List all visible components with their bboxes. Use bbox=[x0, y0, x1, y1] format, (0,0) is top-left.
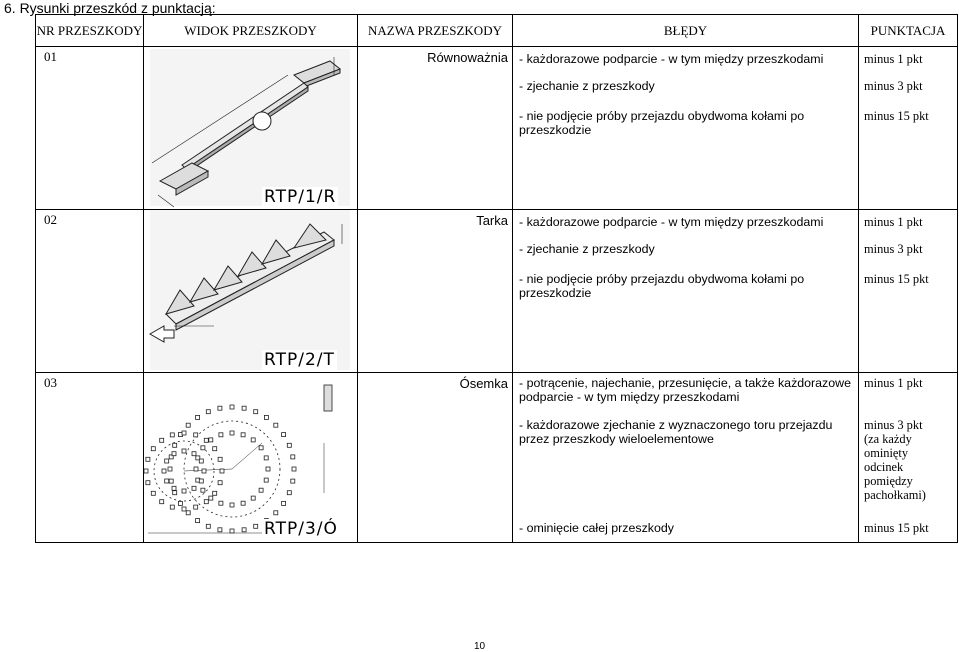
cone-marker bbox=[206, 524, 210, 528]
cone-marker bbox=[201, 488, 205, 492]
cone-marker bbox=[266, 467, 270, 471]
points-item: minus 15 pkt bbox=[864, 272, 929, 286]
cone-marker bbox=[173, 443, 177, 447]
cone-marker bbox=[182, 489, 186, 493]
cone-marker bbox=[192, 452, 196, 456]
cone-marker bbox=[259, 488, 263, 492]
cone-marker bbox=[219, 501, 223, 505]
cone-marker bbox=[259, 446, 263, 450]
points-cell bbox=[859, 373, 958, 543]
obstacle-code-label: RTP/2/T bbox=[264, 350, 335, 370]
cone-marker bbox=[251, 496, 255, 500]
cone-marker bbox=[204, 438, 208, 442]
obstacle-name: Równoważnia bbox=[358, 47, 513, 210]
cone-marker bbox=[151, 447, 155, 451]
cone-marker bbox=[287, 491, 291, 495]
cone-marker bbox=[254, 524, 258, 528]
header-name: NAZWA PRZESZKODY bbox=[358, 15, 513, 47]
cone-marker bbox=[165, 479, 169, 483]
page-number: 10 bbox=[473, 641, 486, 652]
cone-marker bbox=[160, 500, 164, 504]
cone-marker bbox=[274, 423, 278, 427]
cone-marker bbox=[219, 433, 223, 437]
header-errors: BŁĘDY bbox=[513, 15, 859, 47]
cone-marker bbox=[170, 433, 174, 437]
error-item: - nie podjęcie próby przejazdu obydwoma kołami po przeszkodzie bbox=[519, 109, 805, 137]
cone-marker bbox=[220, 469, 224, 473]
errors-cell bbox=[513, 47, 859, 210]
cone-marker bbox=[274, 511, 278, 515]
error-item: - każdorazowe podparcie - w tym między przeszkodami bbox=[519, 215, 824, 229]
cone-marker bbox=[218, 406, 222, 410]
cone-marker bbox=[186, 511, 190, 515]
balance-beam-drawing bbox=[144, 47, 358, 210]
table-row bbox=[36, 47, 958, 210]
cone-marker bbox=[230, 529, 234, 533]
cone-marker bbox=[170, 505, 174, 509]
obstacle-code-label: RTP/3/Ó bbox=[264, 519, 338, 539]
section-heading: 6. Rysunki przeszkód z punktacją: bbox=[4, 0, 216, 16]
cone-marker bbox=[264, 456, 268, 460]
cone-marker bbox=[213, 491, 217, 495]
cone-marker bbox=[144, 469, 148, 473]
cone-marker bbox=[186, 423, 190, 427]
error-item: - potrącenie, najechanie, przesunięcie, a także każdorazowe podparcie - w tym między przeszkodami bbox=[519, 376, 851, 404]
obstacle-view bbox=[144, 373, 358, 543]
errors-cell bbox=[513, 373, 859, 543]
points-item: minus 15 pkt bbox=[864, 521, 929, 535]
cone-marker bbox=[162, 469, 166, 473]
cone-marker bbox=[292, 467, 296, 471]
obstacle-view bbox=[144, 210, 358, 373]
points-item: minus 15 pkt bbox=[864, 109, 929, 123]
obstacle-code-label: RTP/1/R bbox=[264, 187, 337, 207]
error-item: - nie podjęcie próby przejazdu obydwoma kołami po przeszkodzie bbox=[519, 272, 805, 300]
cone-marker bbox=[192, 486, 196, 490]
cone-marker bbox=[196, 415, 200, 419]
row-nr: 03 bbox=[36, 373, 144, 543]
header-points: PUNKTACJA bbox=[859, 15, 958, 47]
cone-marker bbox=[209, 496, 213, 500]
cone-marker bbox=[241, 501, 245, 505]
cone-marker bbox=[218, 528, 222, 532]
cone-marker bbox=[194, 467, 198, 471]
cone-marker bbox=[291, 479, 295, 483]
cone-marker bbox=[251, 438, 255, 442]
cone-marker bbox=[206, 410, 210, 414]
error-item: - zjechanie z przeszkody bbox=[519, 242, 655, 256]
error-item: - każdorazowe zjechanie z wyznaczonego toru przejazdu przez przeszkody wieloelementowe bbox=[519, 418, 833, 446]
cone-marker bbox=[146, 457, 150, 461]
cone-marker bbox=[194, 505, 198, 509]
cone-marker bbox=[182, 507, 186, 511]
points-cell bbox=[859, 47, 958, 210]
points-item: minus 1 pkt bbox=[864, 52, 923, 66]
cone-marker bbox=[291, 455, 295, 459]
cone-marker bbox=[218, 457, 222, 461]
row-nr: 01 bbox=[36, 47, 144, 210]
cone-marker bbox=[168, 467, 172, 471]
cone-marker bbox=[199, 479, 203, 483]
cone-marker bbox=[172, 486, 176, 490]
table-header-row bbox=[36, 15, 958, 47]
cone-marker bbox=[242, 406, 246, 410]
cone-marker bbox=[254, 410, 258, 414]
cone-marker bbox=[182, 449, 186, 453]
cone-marker bbox=[204, 500, 208, 504]
obstacle-name: Ósemka bbox=[358, 373, 513, 543]
cone-marker bbox=[230, 503, 234, 507]
error-item: - każdorazowe podparcie - w tym między przeszkodami bbox=[519, 52, 824, 66]
header-view: WIDOK PRZESZKODY bbox=[144, 15, 358, 47]
points-item: minus 1 pkt bbox=[864, 376, 923, 390]
cone-marker bbox=[201, 446, 205, 450]
error-item: - zjechanie z przeszkody bbox=[519, 79, 655, 93]
table-row bbox=[36, 373, 958, 543]
obstacle-view bbox=[144, 47, 358, 210]
table-row bbox=[36, 210, 958, 373]
cone-marker bbox=[282, 433, 286, 437]
cone-marker bbox=[173, 491, 177, 495]
cone-marker bbox=[264, 415, 268, 419]
obstacles-table bbox=[35, 14, 958, 543]
cone-marker bbox=[172, 452, 176, 456]
errors-cell bbox=[513, 210, 859, 373]
cone-marker bbox=[146, 481, 150, 485]
row-nr: 02 bbox=[36, 210, 144, 373]
points-item: minus 3 pkt bbox=[864, 79, 923, 93]
obstacle-name: Tarka bbox=[358, 210, 513, 373]
points-cell bbox=[859, 210, 958, 373]
header-nr: NR PRZESZKODY bbox=[36, 15, 144, 47]
cone-marker bbox=[178, 501, 182, 505]
cone-marker bbox=[199, 459, 203, 463]
cone-marker bbox=[209, 438, 213, 442]
cone-marker bbox=[169, 479, 173, 483]
ribbed-ramp-drawing bbox=[144, 210, 358, 373]
cone-marker bbox=[264, 478, 268, 482]
cone-marker bbox=[241, 433, 245, 437]
points-item: minus 3 pkt (za każdy ominięty odcinek pomiędzy pachołkami) bbox=[864, 418, 926, 502]
cone-marker bbox=[194, 433, 198, 437]
cone-marker bbox=[151, 491, 155, 495]
points-item: minus 3 pkt bbox=[864, 242, 923, 256]
cone-marker bbox=[230, 431, 234, 435]
points-item: minus 1 pkt bbox=[864, 215, 923, 229]
cone-marker bbox=[196, 519, 200, 523]
cone-marker bbox=[218, 481, 222, 485]
cone-marker bbox=[202, 469, 206, 473]
cone-marker bbox=[242, 528, 246, 532]
cone-marker bbox=[287, 443, 291, 447]
cone-marker bbox=[213, 447, 217, 451]
cone-marker bbox=[160, 438, 164, 442]
cone-marker bbox=[182, 431, 186, 435]
error-item: - ominięcie całej przeszkody bbox=[519, 521, 674, 535]
figure-eight-drawing bbox=[144, 373, 358, 543]
cone-marker bbox=[230, 405, 234, 409]
cone-marker bbox=[165, 459, 169, 463]
cone-marker bbox=[282, 501, 286, 505]
